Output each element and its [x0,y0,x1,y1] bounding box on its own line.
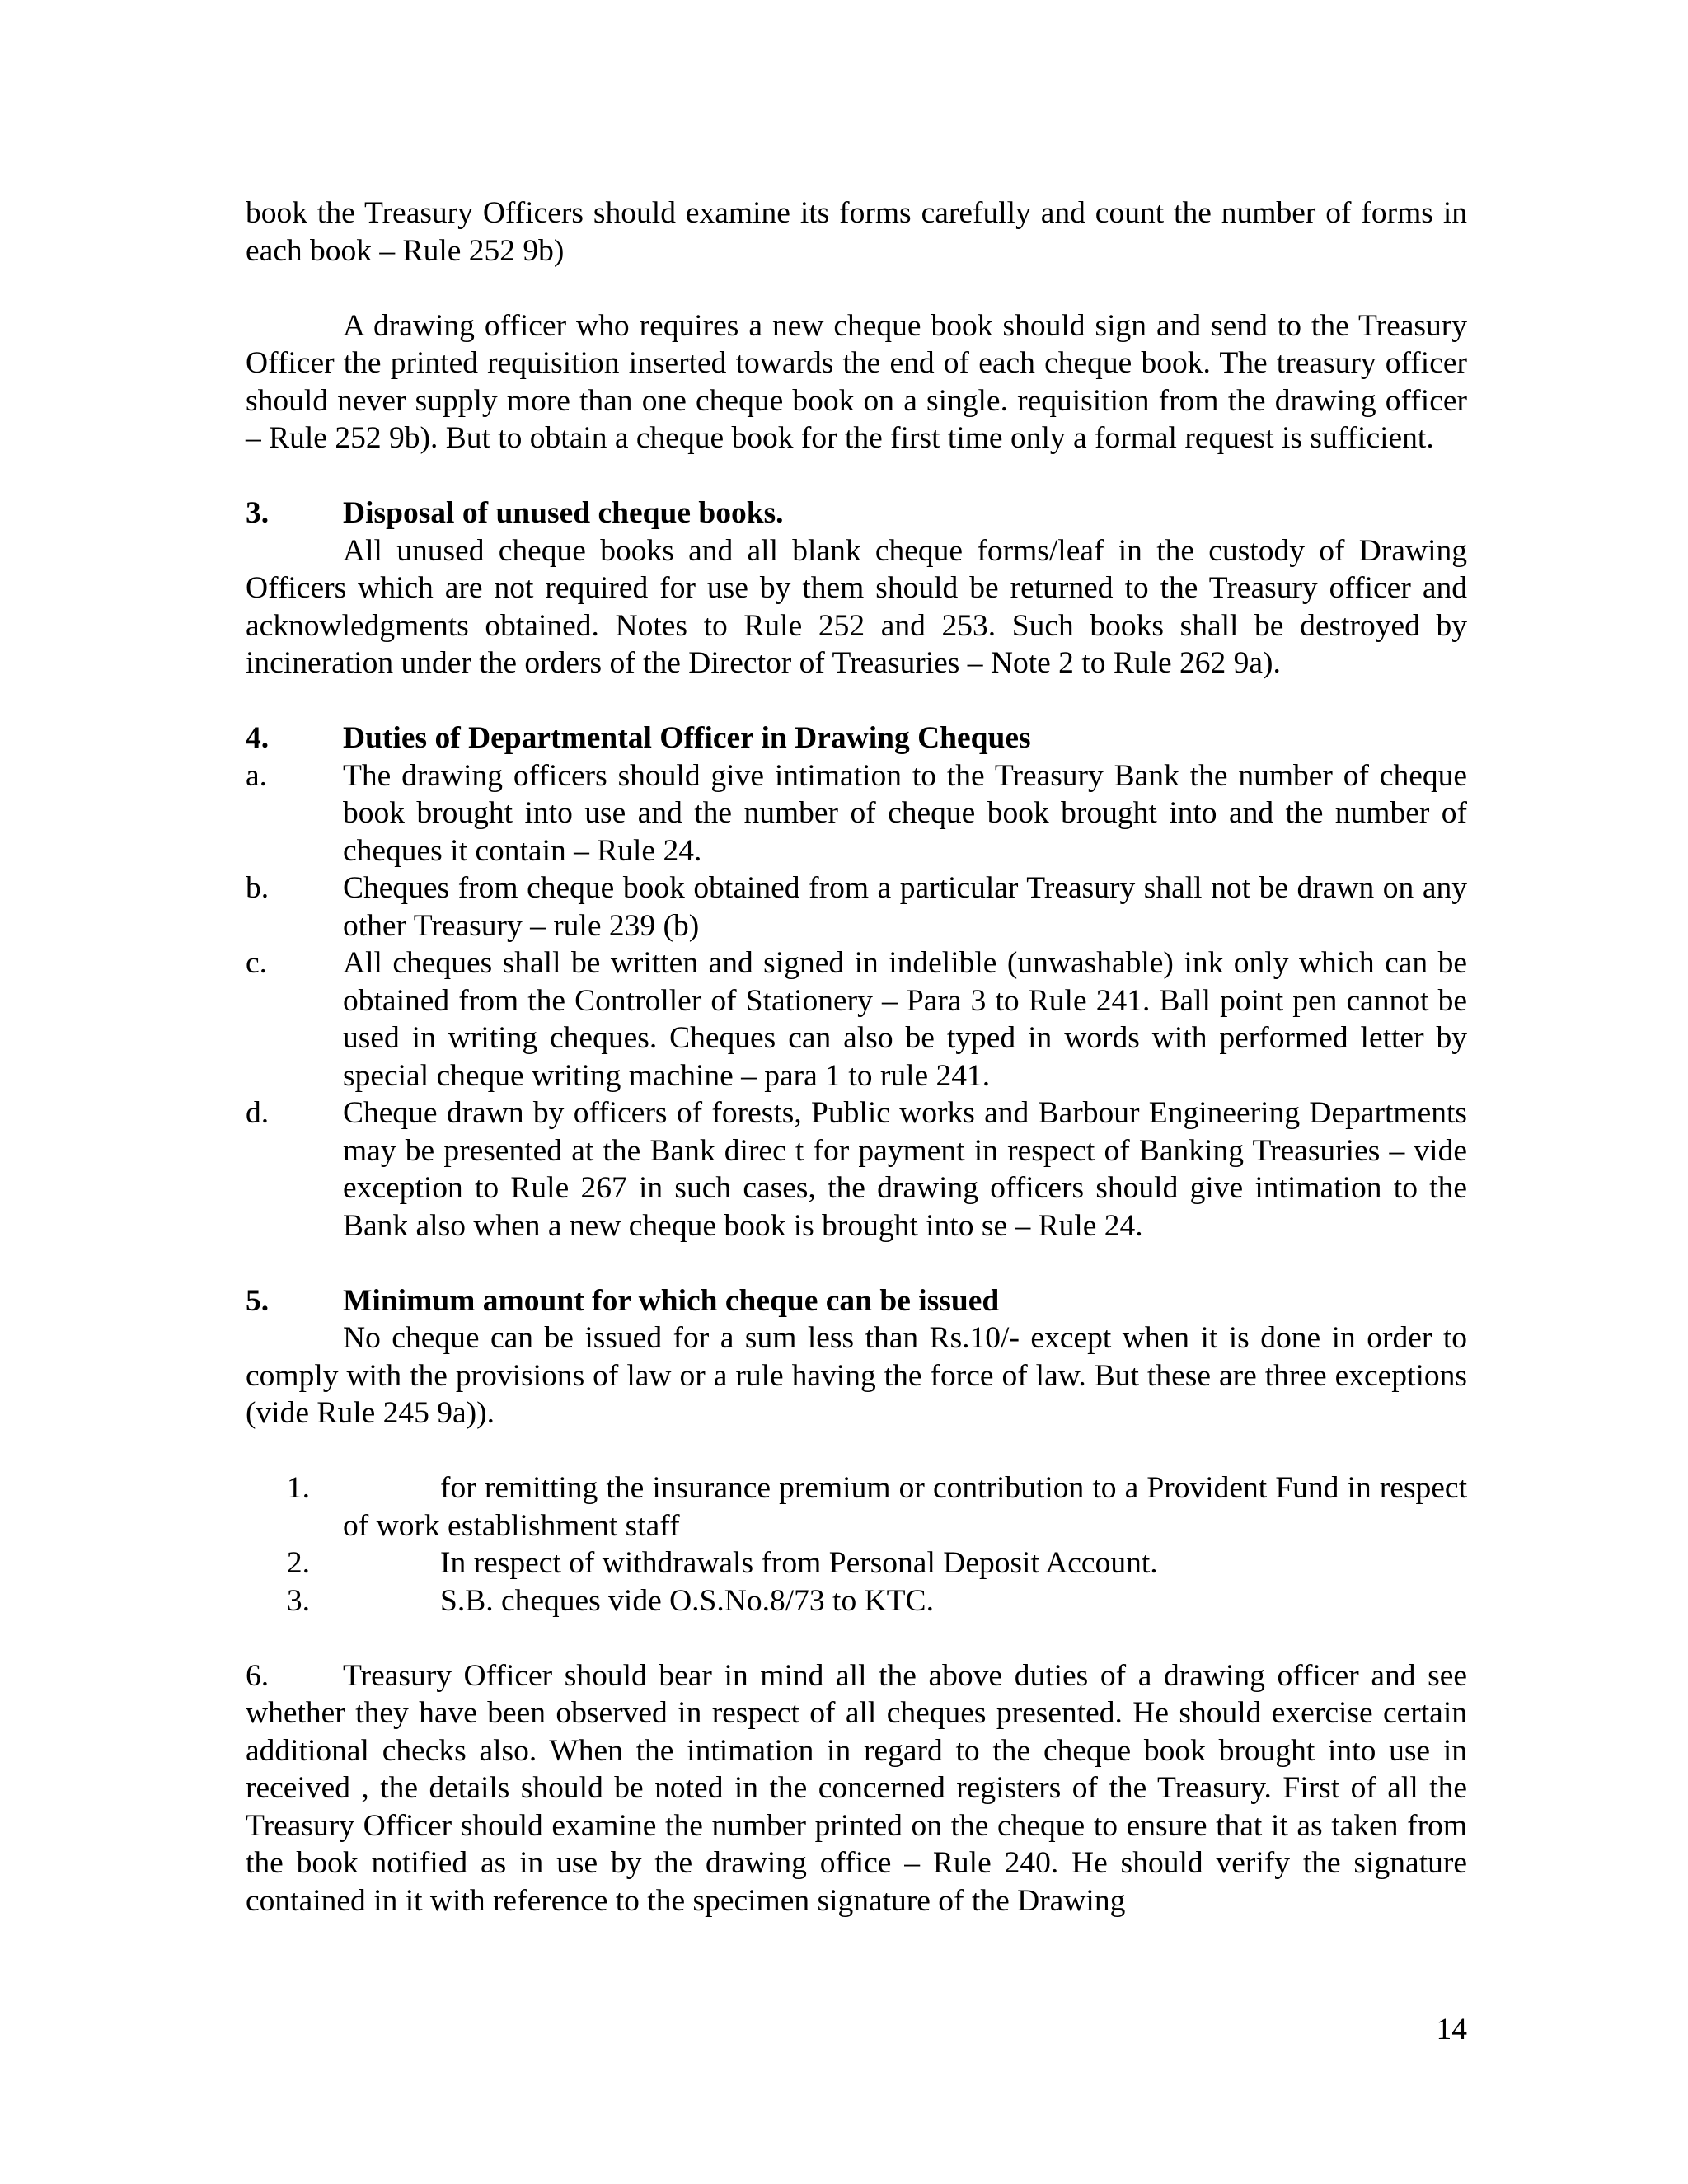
exception-text: for remitting the insurance premium or contribution to a Provident Fund in respect of work establishment staff [343,1471,1467,1543]
exception-number: 1. [286,1471,310,1505]
exception-item-1 [246,1469,1467,1544]
exception-number: 3. [286,1583,310,1618]
section-6-number: 6. [246,1658,270,1693]
section-5-heading [246,1282,1467,1320]
list-item-label: c. [246,946,268,980]
section-4 [246,719,1467,1244]
section-4-heading [246,719,1467,757]
exception-list [246,1469,1467,1619]
section-3-number: 3. [246,496,270,530]
page-number: 14 [1436,2013,1467,2046]
exception-number: 2. [286,1546,310,1580]
section-4-item-a [246,757,1467,870]
section-5-title: Minimum amount for which cheque can be issued [343,1283,1000,1318]
section-4-item-c [246,944,1467,1094]
section-3-title: Disposal of unused cheque books. [343,496,784,530]
section-3 [246,494,1467,682]
list-item-label: a. [246,758,268,793]
section-4-item-d [246,1094,1467,1244]
section-3-body: All unused cheque books and all blank cheque forms/leaf in the custody of Drawing Officers which are not required for use by them should be returned to the Treasury officer and acknowledgments obtained. Notes to Rule 252 and 253. Such books shall be destroyed by incineration under the orders of the Director of Treasuries – Note 2 to Rule 262 9a). [246,533,1467,680]
document-page [246,194,1467,1919]
requisition-paragraph: A drawing officer who requires a new cheque book should sign and send to the Treasury Officer the printed requisition inserted towards the end of each cheque book. The treasury officer should never supply more than one cheque book on a single. requisition from the drawing officer – Rule 252 9b). But to obtain a cheque book for the first time only a formal request is sufficient. [246,308,1467,455]
list-item-label: b. [246,871,270,905]
section-3-heading [246,494,1467,532]
intro-paragraph: book the Treasury Officers should examine its forms carefully and count the number of forms in each book – Rule 252 9b) [246,196,1467,268]
section-6 [246,1657,1467,1920]
exception-text: In respect of withdrawals from Personal Deposit Account. [440,1546,1158,1580]
section-6-body [246,1657,1467,1920]
section-5-number: 5. [246,1283,270,1318]
list-item-text: All cheques shall be written and signed in indelible (unwashable) ink only which can be obtained from the Controller of Stationery – Para 3 to Rule 241. Ball point pen cannot be used in writing cheques. Cheques can also be typed in words with performed letter by special cheque writing machine – para 1 to rule 241. [343,946,1467,1093]
list-item-text: Cheques from cheque book obtained from a particular Treasury shall not be drawn on any other Treasury – rule 239 (b) [343,871,1467,943]
section-4-title: Duties of Departmental Officer in Drawing Cheques [343,721,1031,755]
section-4-number: 4. [246,721,270,755]
list-item-text: Cheque drawn by officers of forests, Public works and Barbour Engineering Departments may be presented at the Bank direc t for payment in respect of Banking Treasuries – vide exception to Rule 267 in such cases, the drawing officers should give intimation to the Bank also when a new cheque book is brought into se – Rule 24. [343,1096,1467,1243]
exception-item-3 [246,1582,1467,1620]
list-item-label: d. [246,1096,270,1130]
section-5-body: No cheque can be issued for a sum less than Rs.10/- except when it is done in order to comply with the provisions of law or a rule having the force of law. But these are three exceptions (vide Rule 245 9a)). [246,1321,1467,1430]
section-6-text: Treasury Officer should bear in mind all the above duties of a drawing officer and see whether they have been observed in respect of all cheques presented. He should exercise certain additional checks also. When the intimation in regard to the cheque book brought into use in received , the details should be noted in the concerned registers of the Treasury. First of all the Treasury Officer should examine the number printed on the cheque to ensure that it as taken from the book notified as in use by the drawing office – Rule 240. He should verify the signature contained in it with reference to the specimen signature of the Drawing [246,1658,1467,1918]
list-item-text: The drawing officers should give intimation to the Treasury Bank the number of cheque book brought into use and the number of cheque book brought into and the number of cheques it contain – Rule 24. [343,758,1467,868]
section-5 [246,1282,1467,1620]
exception-text: S.B. cheques vide O.S.No.8/73 to KTC. [440,1583,934,1618]
exception-item-2 [246,1544,1467,1582]
section-4-item-b [246,869,1467,944]
